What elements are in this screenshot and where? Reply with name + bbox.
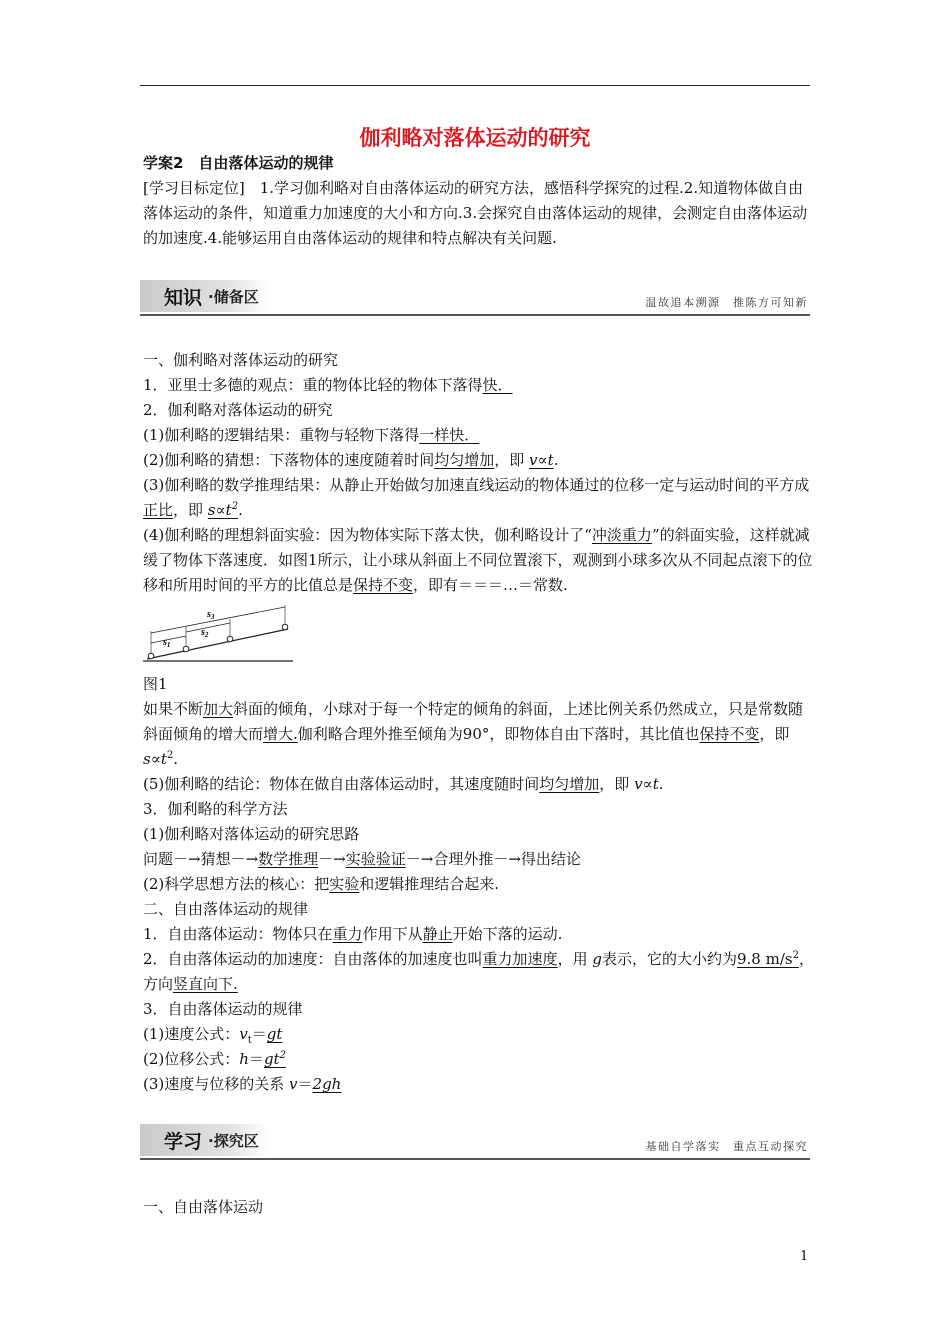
intro-block (143, 151, 815, 251)
study-section (143, 1195, 815, 1220)
knowledge-section-part1 (143, 348, 815, 598)
banner-subtitle: ·储备区 (208, 287, 259, 306)
knowledge-section-part2 (143, 672, 815, 1097)
formula-velocity-displacement: (3)速度与位移的关系 v＝2gh (143, 1075, 342, 1093)
banner-title: 学习 (164, 1130, 203, 1153)
banner-subtitle: ·探究区 (208, 1131, 259, 1150)
line-core-method: (2)科学思想方法的核心：把实验和逻辑推理结合起来. (143, 875, 500, 893)
line-flow: 问题－→猜想－→数学推理－→实验验证－→合理外推－→得出结论 (143, 850, 581, 868)
line-scientific-method: 3．伽利略的科学方法 (143, 800, 288, 818)
line-galileo-study: 2．伽利略对落体运动的研究 (143, 401, 333, 419)
page-number: 1 (800, 1249, 809, 1264)
banner-slogan: 基础自学落实 重点互动探究 (645, 1140, 808, 1153)
line-logic-result: (1)伽利略的逻辑结果：重物与轻物下落得一样快． (143, 426, 480, 444)
heading-free-fall-law: 二、自由落体运动的规律 (143, 900, 309, 918)
line-conclusion: (5)伽利略的结论：物体在做自由落体运动时，其速度随时间均匀增加，即 v∝t. (143, 775, 664, 793)
label-s3: $s_3$ (207, 609, 215, 621)
line-extrapolation: 如果不断加大斜面的倾角，小球对于每一个特定的倾角的斜面，上述比例关系仍然成立，只是常数随斜面倾角的增大而增大.伽利略合理外推至倾角为90°，即物体自由下落时，其比值也保持不变，即 $s\propto t^2$. (143, 700, 804, 768)
lesson-subtitle: 学案2 自由落体运动的规律 (143, 154, 334, 172)
line-acceleration: 2．自由落体运动的加速度：自由落体的加速度也叫重力加速度，用 g表示，它的大小约为9.8 $m/s^2$，方向竖直向下. (143, 950, 814, 993)
section-banner-knowledge (140, 280, 810, 316)
line-ideal-incline: (4)伽利略的理想斜面实验：因为物体实际下落太快，伽利略设计了“冲淡重力”的斜面实验，这样就减缓了物体下落速度．如图1所示，让小球从斜面上不同位置滚下，观测到小球多次从不同起点滚下的位移和所用时间的平方的比值总是保持不变，即有＝＝＝…＝常数. (143, 526, 813, 594)
line-free-fall-def: 1．自由落体运动：物体只在重力作用下从静止开始下落的运动. (143, 925, 563, 943)
page-title: 伽利略对落体运动的研究 (359, 126, 591, 150)
header-rule (140, 85, 810, 86)
figure-caption: 图1 (143, 675, 168, 693)
banner-title: 知识 (164, 286, 203, 309)
heading-free-fall: 一、自由落体运动 (143, 1198, 264, 1216)
section-banner-study (140, 1124, 810, 1160)
banner-tab (140, 1124, 269, 1156)
incline-figure (143, 605, 295, 665)
line-research-approach: (1)伽利略对落体运动的研究思路 (143, 825, 360, 843)
line-math-reasoning: (3)伽利略的数学推理结果：从静止开始做匀加速直线运动的物体通过的位移一定与运动时间的平方成正比，即 $s\propto t^2$. (143, 476, 810, 519)
label-s1: $s_1$ (163, 637, 171, 649)
banner-slogan: 温故追本溯源 推陈方可知新 (645, 296, 808, 309)
formula-velocity: (1)速度公式：$v_t=gt$ (143, 1025, 283, 1046)
line-aristotle: 1．亚里士多德的观点：重的物体比轻的物体下落得快． (143, 376, 513, 394)
learning-objectives: [学习目标定位] 1.学习伽利略对自由落体运动的研究方法，感悟科学探究的过程.2.知道物体做自由落体运动的条件，知道重力加速度的大小和方向.3.会探究自由落体运动的规律，会测定自由落体运动的加速度.4.能够运用自由落体运动的规律和特点解决有关问题. (143, 179, 808, 247)
heading-galileo-research: 一、伽利略对落体运动的研究 (143, 351, 339, 369)
line-hypothesis: (2)伽利略的猜想：下落物体的速度随着时间均匀增加，即 v∝t. (143, 451, 559, 469)
line-laws: 3．自由落体运动的规律 (143, 1000, 303, 1018)
banner-tab (140, 280, 269, 312)
formula-displacement: (2)位移公式：$h=gt^2$ (143, 1050, 286, 1068)
label-s2: $s_2$ (201, 627, 209, 639)
